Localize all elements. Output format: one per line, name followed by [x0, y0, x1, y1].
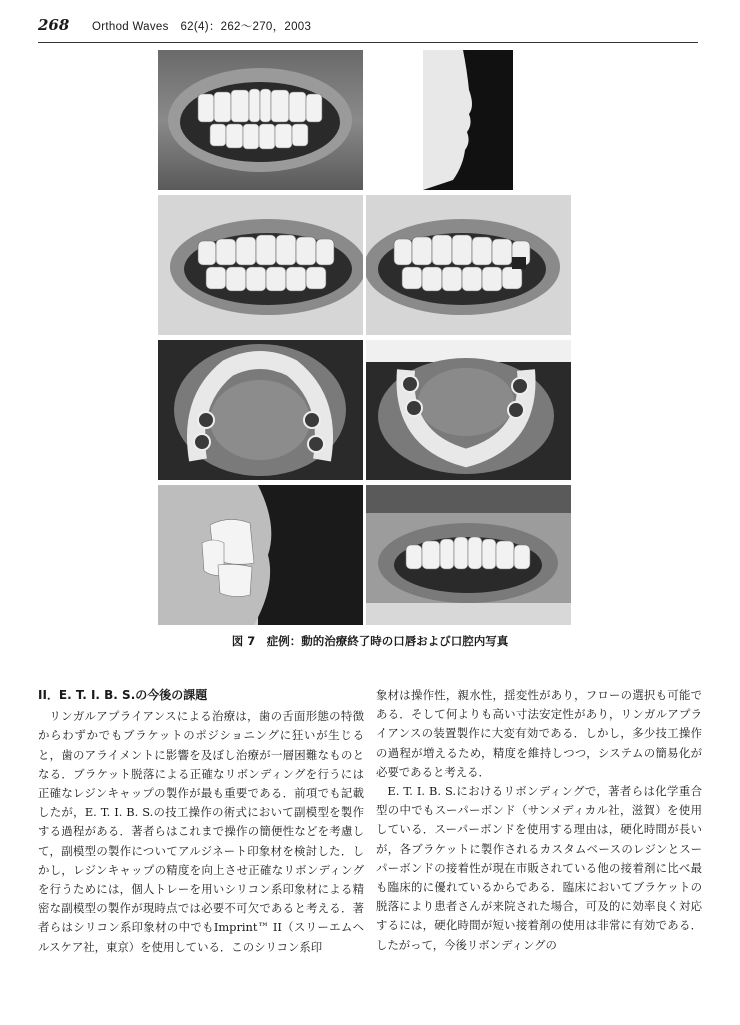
- page-number: 268: [38, 16, 70, 34]
- journal-citation: Orthod Waves 62(4)：262～270，2003: [92, 21, 312, 33]
- section-heading: II．E. T. I. B. S.の今後の課題: [38, 688, 208, 702]
- photo-frontal-retracted: [366, 485, 571, 625]
- photo-frontal-occlusion: [158, 50, 363, 190]
- figure-caption: [0, 633, 740, 649]
- left-column: [38, 686, 364, 957]
- right-column: [376, 686, 702, 955]
- photo-lateral-overjet: [158, 485, 363, 625]
- photo-profile: [423, 50, 513, 190]
- body-paragraph: E. T. I. B. S.におけるリボンディングで，著者らは化学重合型の中でもスーパーボンド（サンメディカル社，滋賀）を使用している．スーパーボンドを使用する理由は，硬化時間が長いが，各ブラケットに製作されるカスタムベースのレジンとスーパーボンドの接着性が現在市販されている他の接着剤に比べ最も臨床的に優れているからである．臨床においてブラケットの脱落により患者さんが来院された場合，可及的に効率良く対応するには，硬化時間が短い接着剤の使用は非常に有効である．したがって，今後リボンディングの: [376, 784, 702, 952]
- photo-upper-occlusal: [158, 340, 363, 480]
- body-paragraph: 象材は操作性，親水性，揺変性があり，フローの選択も可能である．そして何よりも高い寸法安定性があり，リンガルアプライアンスの装置製作に大変有効である．しかし，多少技工操作の過程が増えるため，精度を維持しつつ，システムの簡易化が必要であると考える．: [376, 688, 702, 779]
- figure-caption-text: 症例：動的治療終了時の口唇および口腔内写真: [266, 634, 509, 648]
- photo-right-buccal: [158, 195, 363, 335]
- photo-left-buccal: [366, 195, 571, 335]
- figure-label: 図 7: [231, 634, 256, 648]
- page-header: [38, 14, 698, 43]
- photo-lower-occlusal: [366, 340, 571, 480]
- body-paragraph: リンガルアプライアンスによる治療は，歯の舌面形態の特徴からわずかでもブラケットのポジショニングに狂いが生じると，歯のアライメントに影響を及ぼし治療が一層困難なものとなる．ブラケット脱落による正確なリボンディングを行うには正確なレジンキャップの製作が最も重要である．前項でも記載したが，E. T. I. B. S.の技工操作の術式において副模型を製作する過程がある．著者らはこれまで操作の簡便性などを考慮して，副模型の製作についてアルジネート印象材を検討した．しかし，レジンキャップの精度を向上させ正確なリボンディングを行うためには，個人トレーを用いシリコン系印象材による精密な副模型の製作が現時点では必要不可欠であると考える．著者らはシリコン系印象材の中でもImprint™ II（スリーエムヘルスケア社，東京）を使用している．このシリコン系印: [38, 709, 364, 954]
